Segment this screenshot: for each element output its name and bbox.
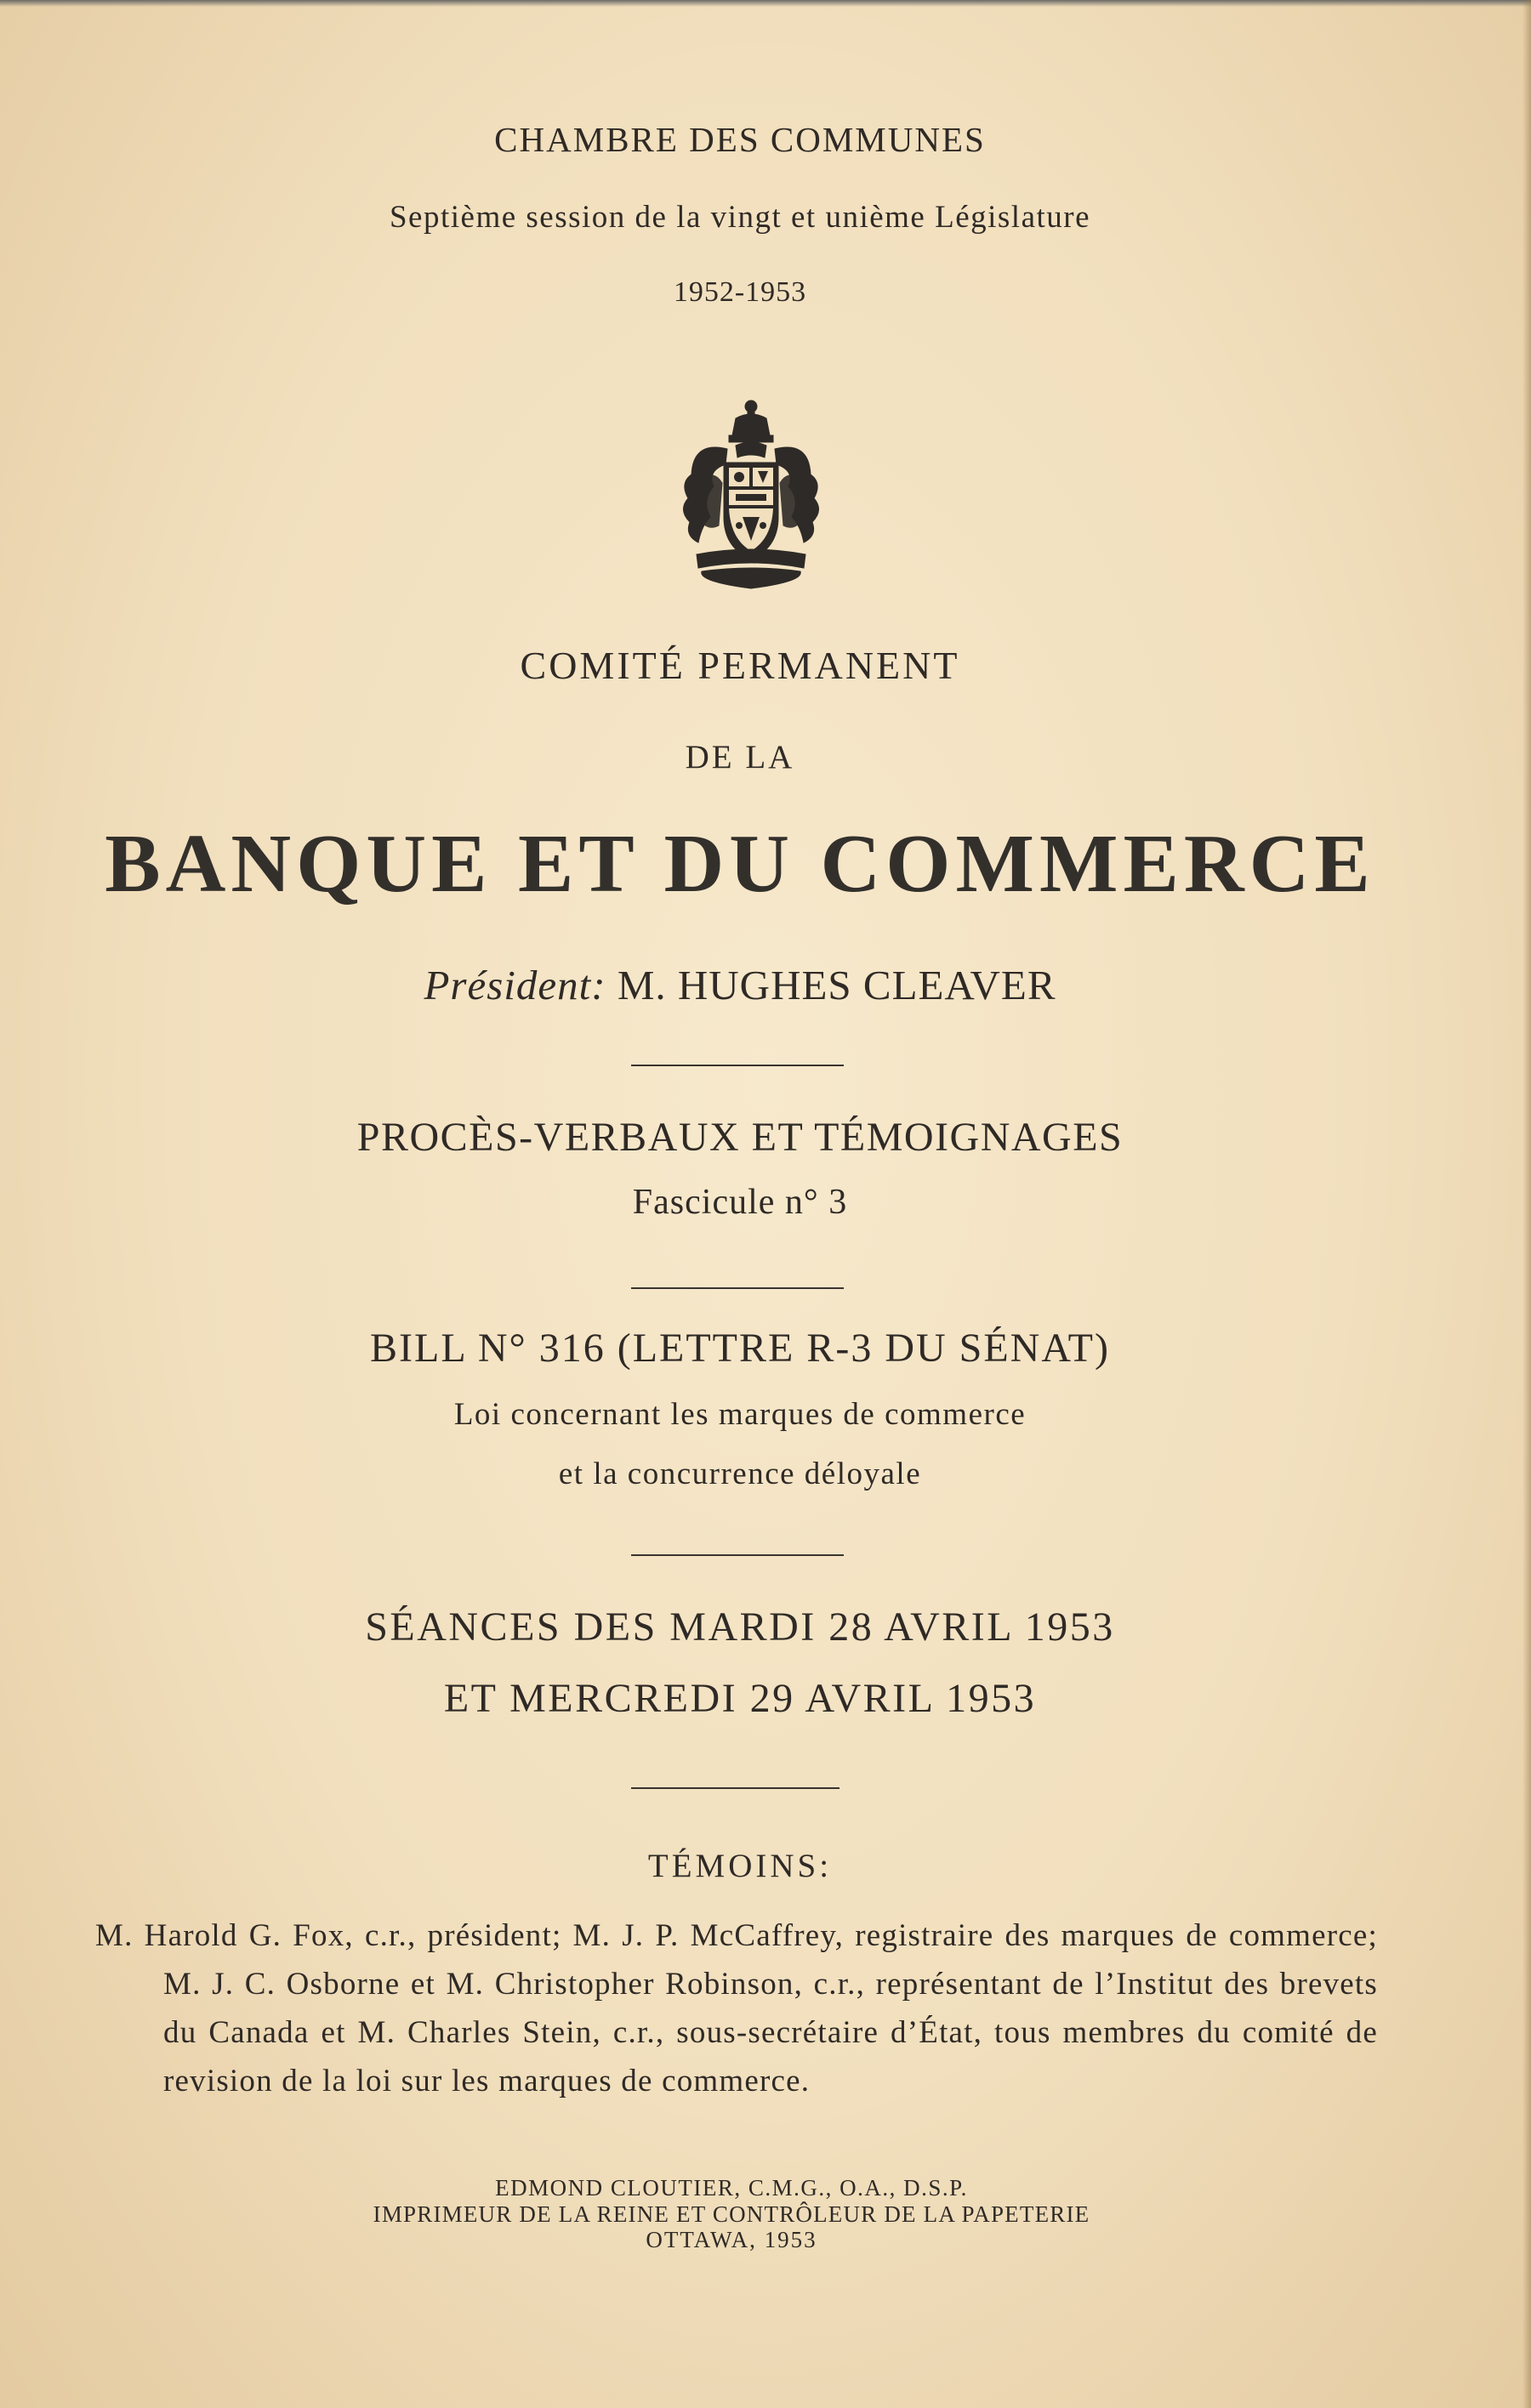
printer-title: IMPRIMEUR DE LA REINE ET CONTRÔLEUR DE LA PAPETERIE <box>373 2201 1090 2227</box>
printer-location: OTTAWA, 1953 <box>646 2227 817 2252</box>
sitting-dates-line1: SÉANCES DES MARDI 28 AVRIL 1953 <box>365 1604 1115 1650</box>
bill-description-line1: Loi concernant les marques de commerce <box>453 1397 1027 1432</box>
divider <box>631 1287 844 1289</box>
president-name: M. HUGHES CLEAVER <box>617 962 1056 1008</box>
proceedings-title: PROCÈS-VERBAUX ET TÉMOIGNAGES <box>356 1115 1124 1160</box>
bill-title: BILL N° 316 (LETTRE R-3 DU SÉNAT) <box>370 1326 1110 1371</box>
committee-president <box>60 961 1420 1009</box>
divider <box>631 1065 844 1066</box>
witnesses-list: M. Harold G. Fox, c.r., président; M. J. P. McCaffrey, registraire des marques de commerce; M. J. C. Osborne et M. Christopher Robinson, c.r., représentant de l’Institut des brevets du Canada et M. Charles Stein, c.r., sous-secrétaire d’État, tous membres du comité de revision de la loi sur les marques de commerce. <box>95 1918 1378 2098</box>
committee-connector: DE LA <box>685 739 795 775</box>
session-line: Septième session de la vingt et unième Législature <box>389 200 1091 235</box>
divider <box>631 1787 839 1789</box>
printer-name: EDMOND CLOUTIER, C.M.G., O.A., D.S.P. <box>495 2175 968 2201</box>
issue-number: Fascicule n° 3 <box>632 1183 848 1222</box>
sitting-dates-line2: ET MERCREDI 29 AVRIL 1953 <box>443 1676 1037 1721</box>
committee-name: BANQUE ET DU COMMERCE <box>105 818 1375 910</box>
divider <box>631 1554 844 1556</box>
crown-icon <box>729 400 773 442</box>
scan-right-edge <box>1522 0 1531 2408</box>
witnesses-heading: TÉMOINS: <box>647 1848 833 1884</box>
coat-of-arms-icon <box>676 398 826 592</box>
scan-top-edge <box>0 0 1531 7</box>
bill-description-line2: et la concurrence déloyale <box>558 1457 922 1491</box>
committee-type: COMITÉ PERMANENT <box>520 644 960 687</box>
session-years: 1952-1953 <box>673 276 807 308</box>
president-label: Président: <box>424 962 606 1008</box>
house-name: CHAMBRE DES COMMUNES <box>494 120 986 159</box>
